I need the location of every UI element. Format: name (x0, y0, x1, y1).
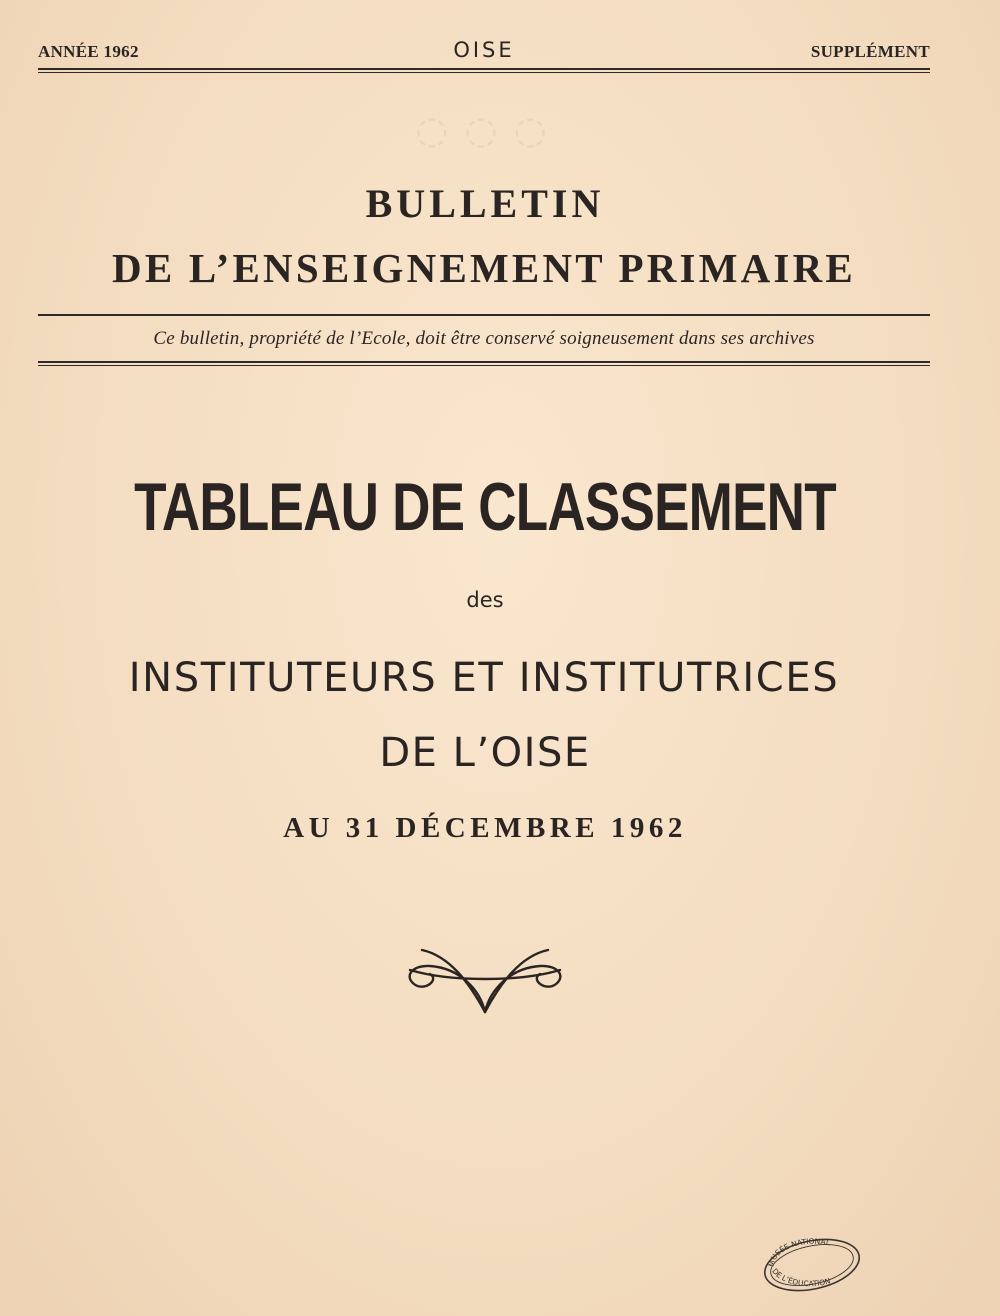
date-heading: AU 31 DÉCEMBRE 1962 (283, 812, 687, 844)
svg-text:DE L’ÉDUCATION (770, 1267, 831, 1289)
stamp-bottom-text: DE L’ÉDUCATION (770, 1266, 832, 1289)
main-heading: TABLEAU DE CLASSEMENT (134, 469, 836, 545)
connector-des: des (466, 588, 504, 612)
subject-heading: INSTITUTEURS ET INSTITUTRICES (128, 655, 840, 701)
header-divider (38, 68, 930, 73)
bulletin-title: BULLETIN (365, 181, 605, 226)
header-department: OISE (453, 38, 515, 62)
header-supplement: SUPPLÉMENT (810, 42, 930, 61)
museum-stamp-icon (760, 1235, 864, 1295)
bulletin-subtitle: DE L’ENSEIGNEMENT PRIMAIRE (112, 245, 856, 291)
stamp-top-text: MUSÉE NATIONAL (766, 1236, 831, 1268)
region-heading: DE L’OISE (379, 730, 591, 776)
bleed-through-decoration: ◌ ◌ ◌ (413, 108, 547, 152)
notice-rule-bottom (38, 361, 930, 366)
fleuron-ornament-icon (400, 940, 570, 1020)
archive-notice: Ce bulletin, propriété de l’Ecole, doit être conservé soigneusement dans ses archives (153, 328, 815, 349)
header-year: ANNÉE 1962 (38, 42, 139, 61)
page-header (38, 38, 930, 68)
svg-text:MUSÉE NATIONAL (767, 1237, 832, 1268)
notice-rule-top (38, 314, 930, 316)
